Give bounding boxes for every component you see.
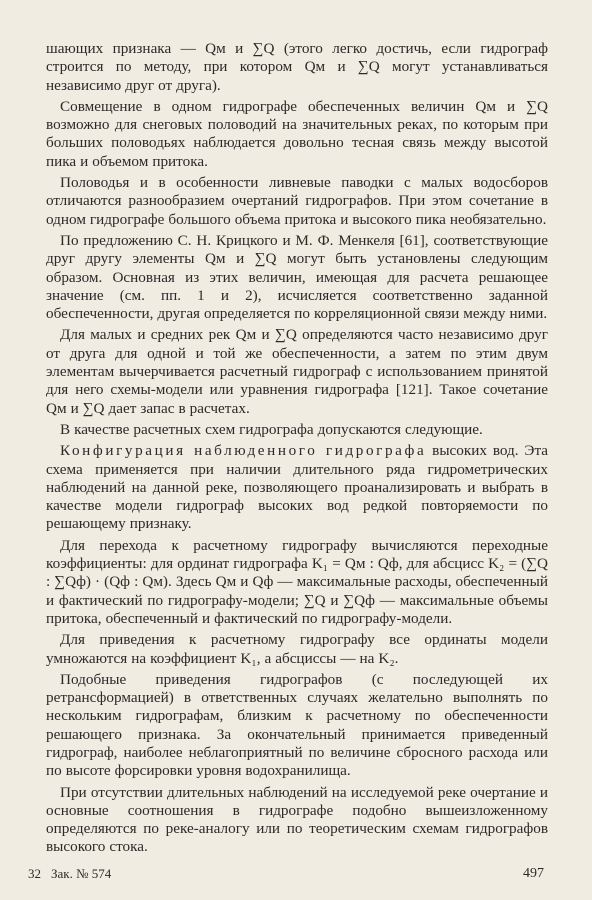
- paragraph-coefficients: Для перехода к расчетному гидрографу вычисляются переходные коэффициенты: для ординат гидрографа K₁ = Qм : Qф, для абсцисс K₂ = (∑Q : ∑Qф) · (Qф : Qм). Здесь Qм и Qф — максимальные расходы, обеспеченный и фактический по гидрографу-модели; ∑Q и ∑Qф — максимальные объемы притока, обеспеченный и фактический по гидрографу-модели.: [46, 536, 548, 627]
- paragraph-proposal: По предложению С. Н. Крицкого и М. Ф. Менкеля [61], соответствующие друг другу элементы Qм и ∑Q могут быть установлены следующим образом. Основная из этих величин, имеющая для расчета решающее значение (см. пп. 1 и 2), исчисляется соответственно заданной обеспеченности, другая определяется по корреляционной связи между ними.: [46, 231, 548, 323]
- paragraph-configuration: [46, 442, 548, 533]
- order-number: Зак. № 574: [51, 866, 112, 881]
- page-number: 497: [523, 866, 544, 881]
- paragraph-continuation: шающих признака — Qм и ∑Q (этого легко достичь, если гидрограф строится по методу, при котором Qм и ∑Q могут устанавливаться независимо друг от друга).: [46, 40, 548, 94]
- signature-number: 32: [28, 866, 41, 881]
- configuration-text: высоких вод. Эта схема применяется при наличии длительного ряда гидрометрических наблюдений на данной реке, позволяющего проанализировать и выбрать в качестве модели гидрограф высоких вод редкой повторяемости по решающему признаку.: [46, 442, 549, 533]
- paragraph-analog: При отсутствии длительных наблюдений на исследуемой реке очертание и основные соотношения в гидрографе подобно вышеизложенному определяются по реке-аналогу или по теоретическим схемам гидрографов высокого стока.: [46, 783, 548, 856]
- paragraph-retransformation: Подобные приведения гидрографов (с последующей их ретрансформацией) в ответственных случаях желательно выполнять по нескольким гидрографам, близким к расчетному по обеспеченности решающего признака. За окончательный принимается приведенный гидрограф, наиболее неблагоприятный по величине сбросного расхода или по высоте форсировки уровня водохранилища.: [46, 670, 548, 780]
- printer-signature: [28, 866, 121, 882]
- paragraph-floods: Половодья и в особенности ливневые паводки с малых водосборов отличаются разнообразием очертаний гидрографов. При этом сочетание в одном гидрографе большого объема притока и высокого пика необязательно.: [46, 174, 548, 228]
- configuration-heading: Конфигурация наблюденного гидрографа: [60, 442, 427, 460]
- paragraph-multiplication: Для приведения к расчетному гидрографу все ординаты модели умножаются на коэффициент K₁, а абсциссы — на K₂.: [46, 631, 548, 667]
- paragraph-small-rivers: Для малых и средних рек Qм и ∑Q определяются часто независимо друг от друга для одной и той же обеспеченности, а затем по этим двум элементам вычерчивается расчетный гидрограф с использованием принятой для него схемы-модели или уравнения гидрографа [121]. Такое сочетание Qм и ∑Q дает запас в расчетах.: [46, 326, 548, 417]
- page-footer: [0, 866, 592, 890]
- paragraph-combination: Совмещение в одном гидрографе обеспеченных величин Qм и ∑Q возможно для снеговых половодий на значительных реках, по которым при больших половодьях наблюдается довольно тесная связь между высотой пика и объемом притока.: [46, 97, 548, 170]
- paragraph-schemes-intro: В качестве расчетных схем гидрографа допускаются следующие.: [60, 420, 483, 438]
